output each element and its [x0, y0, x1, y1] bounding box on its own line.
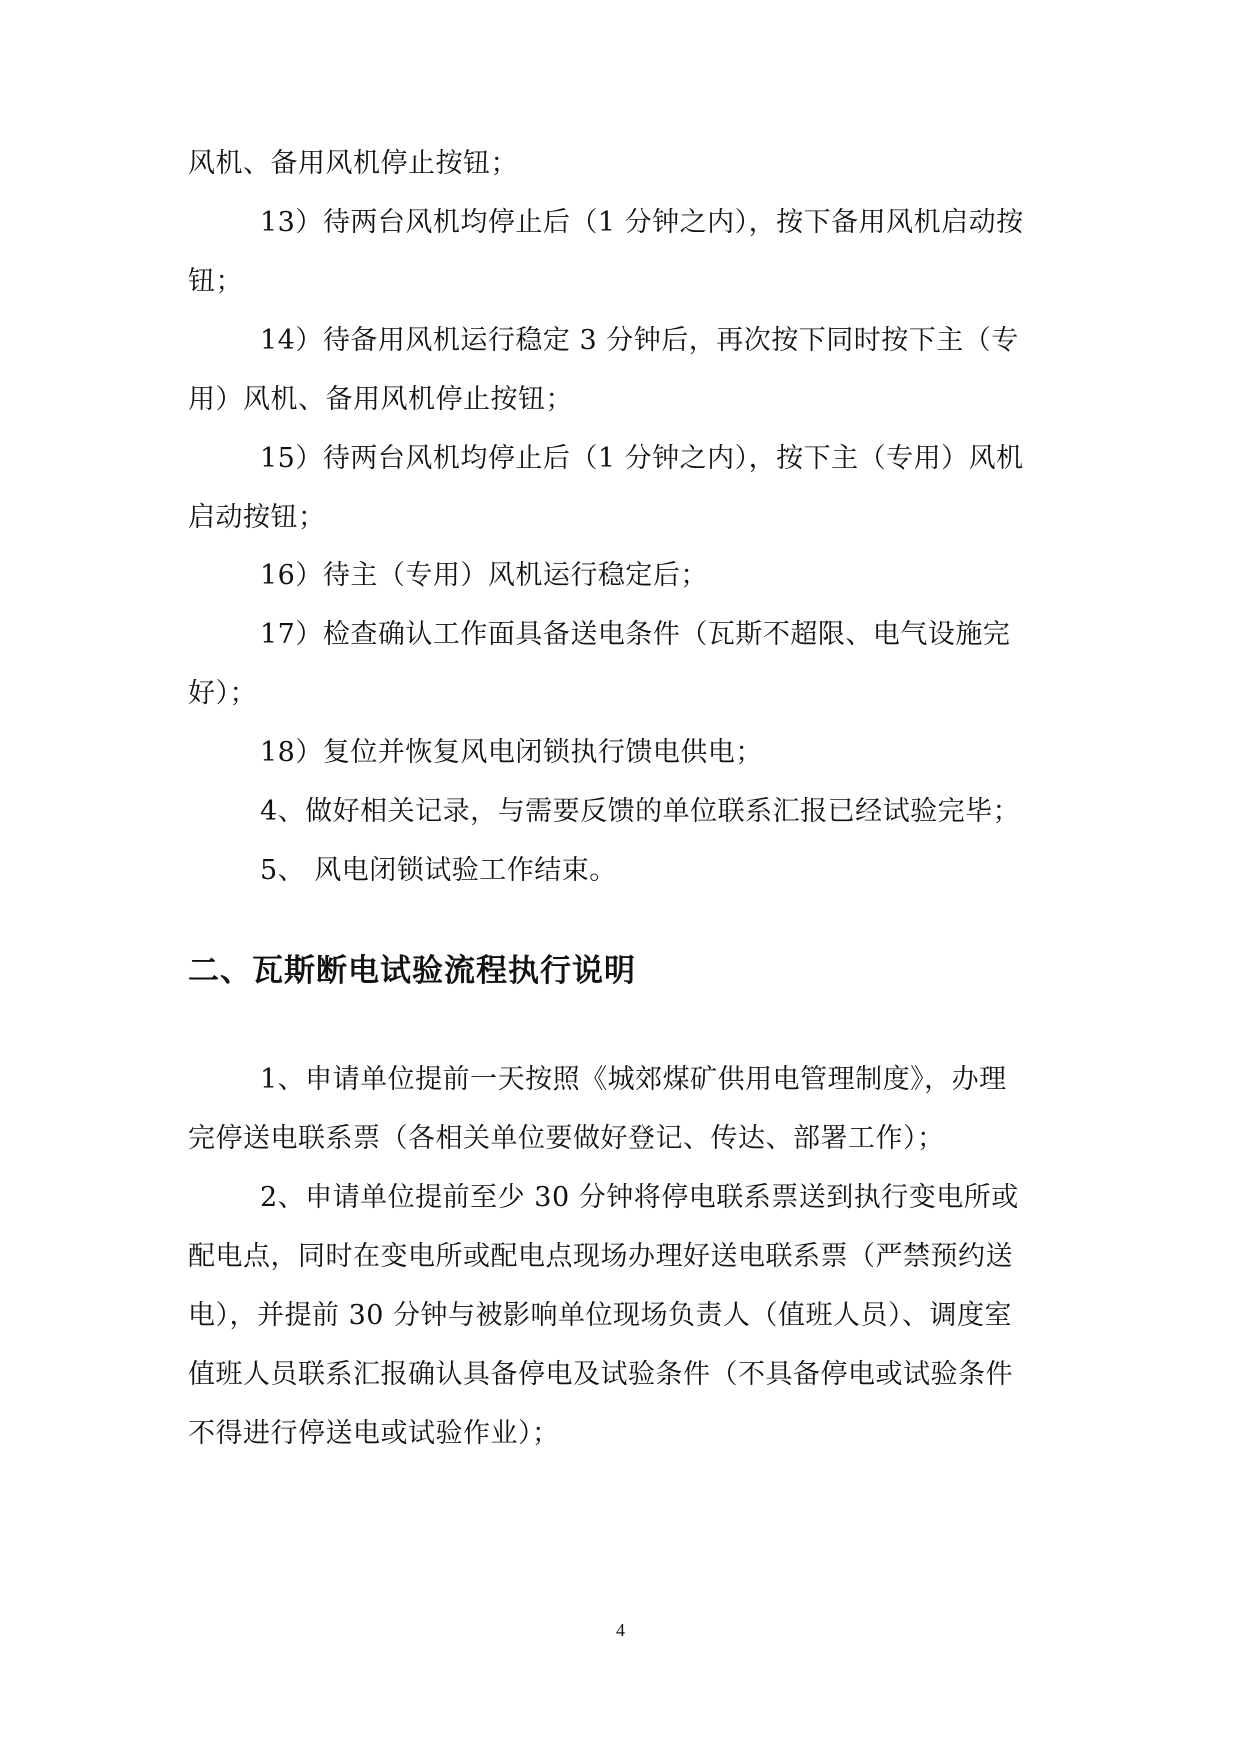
text-line: 14）待备用风机运行稳定 3 分钟后，再次按下同时按下主（专: [260, 325, 1019, 356]
text-line: 钮；: [188, 266, 243, 297]
text-line: 值班人员联系汇报确认具备停电及试验条件（不具备停电或试验条件: [188, 1359, 1013, 1390]
text-line: 17）检查确认工作面具备送电条件（瓦斯不超限、电气设施完: [260, 619, 1011, 650]
text-line: 15）待两台风机均停止后（1 分钟之内），按下主（专用）风机: [260, 443, 1024, 474]
text-line: 16）待主（专用）风机运行稳定后；: [260, 560, 708, 591]
text-line: 好）；: [188, 678, 257, 709]
text-line: 2、申请单位提前至少 30 分钟将停电联系票送到执行变电所或: [260, 1182, 1019, 1213]
text-line: 4、做好相关记录，与需要反馈的单位联系汇报已经试验完毕；: [260, 796, 1021, 827]
text-line: 完停送电联系票（各相关单位要做好登记、传达、部署工作）；: [188, 1123, 945, 1154]
text-line: 用）风机、备用风机停止按钮；: [188, 384, 573, 415]
text-line: 不得进行停送电或试验作业）；: [188, 1418, 560, 1449]
text-line: 18）复位并恢复风电闭锁执行馈电供电；: [260, 737, 763, 768]
section-heading: 二、瓦斯断电试验流程执行说明: [188, 953, 636, 989]
text-line: 1、申请单位提前一天按照《城郊煤矿供用电管理制度》，办理: [260, 1064, 1007, 1095]
page-number: 4: [616, 1620, 625, 1640]
text-line: 风机、备用风机停止按钮；: [188, 148, 518, 179]
text-line: 13）待两台风机均停止后（1 分钟之内），按下备用风机启动按: [260, 207, 1024, 238]
text-line: 5、 风电闭锁试验工作结束。: [260, 855, 617, 886]
text-line: 配电点，同时在变电所或配电点现场办理好送电联系票（严禁预约送: [188, 1241, 1013, 1272]
text-line: 电），并提前 30 分钟与被影响单位现场负责人（值班人员）、调度室: [188, 1300, 1013, 1331]
text-line: 启动按钮；: [188, 502, 326, 533]
